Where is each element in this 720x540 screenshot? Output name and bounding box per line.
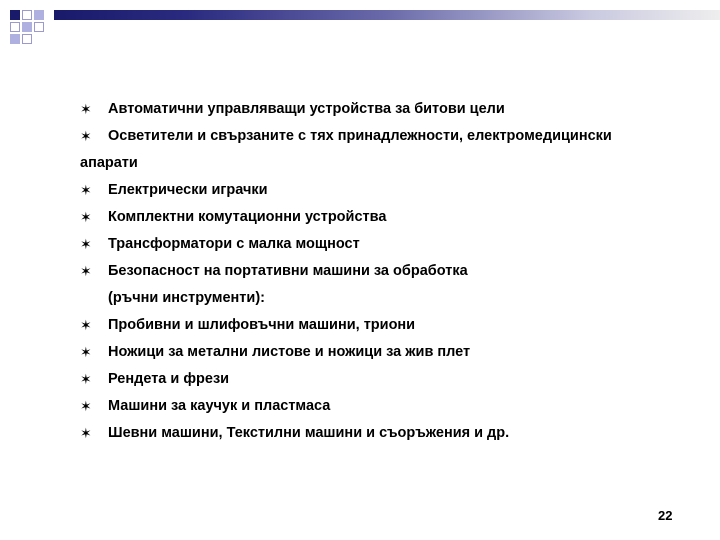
decor-square: [34, 22, 44, 32]
decor-square: [10, 34, 20, 44]
list-item-continuation: (ръчни инструменти):: [108, 290, 265, 306]
list-item: [80, 339, 688, 366]
list-item: [80, 204, 688, 231]
star-bullet-icon: ✶: [80, 182, 92, 198]
list-item-text: Шевни машини, Текстилни машини и съоръжения и др.: [108, 425, 510, 441]
star-bullet-icon: ✶: [80, 128, 92, 144]
list-item: [80, 312, 688, 339]
star-bullet-icon: ✶: [80, 398, 92, 414]
list-item: [80, 96, 688, 123]
list-item-text: Трансформатори с малка мощност: [108, 236, 360, 252]
list-item-text: Рендета и фрези: [108, 371, 230, 387]
list-item-text: Ножици за метални листове и ножици за жив плет: [108, 344, 471, 360]
list-item-text: Автоматични управляващи устройства за битови цели: [108, 101, 505, 117]
list-item-text: Пробивни и шлифовъчни машини, триони: [108, 317, 416, 333]
list-item-text: Осветители и свързаните с тях принадлежности, електромедицински: [108, 128, 612, 144]
star-bullet-icon: ✶: [80, 263, 92, 279]
star-bullet-icon: ✶: [80, 344, 92, 360]
star-bullet-icon: ✶: [80, 371, 92, 387]
list-item-text: Машини за каучук и пластмаса: [108, 398, 331, 414]
page-number: 22: [658, 508, 673, 523]
list-item-text: Комплектни комутационни устройства: [108, 209, 387, 225]
decor-top-bar: [54, 10, 720, 20]
decor-square: [10, 22, 20, 32]
decor-square: [22, 22, 32, 32]
list-item: [80, 366, 688, 393]
star-bullet-icon: ✶: [80, 425, 92, 441]
list-item: [80, 231, 688, 258]
star-bullet-icon: ✶: [80, 209, 92, 225]
decor-square: [22, 34, 32, 44]
list-item: [80, 393, 688, 420]
list-item-continuation: апарати: [80, 155, 138, 171]
list-item: [80, 123, 688, 177]
star-bullet-icon: ✶: [80, 236, 92, 252]
star-bullet-icon: ✶: [80, 101, 92, 117]
list-item: [80, 258, 688, 312]
decor-square: [10, 10, 20, 20]
list-item: [80, 177, 688, 204]
list-item-text: Електрически играчки: [108, 182, 268, 198]
list-item-text: Безопасност на портативни машини за обработка: [108, 263, 468, 279]
star-bullet-icon: ✶: [80, 317, 92, 333]
decor-square: [22, 10, 32, 20]
bullet-list: [80, 96, 688, 447]
decor-square: [34, 10, 44, 20]
list-item: [80, 420, 688, 447]
